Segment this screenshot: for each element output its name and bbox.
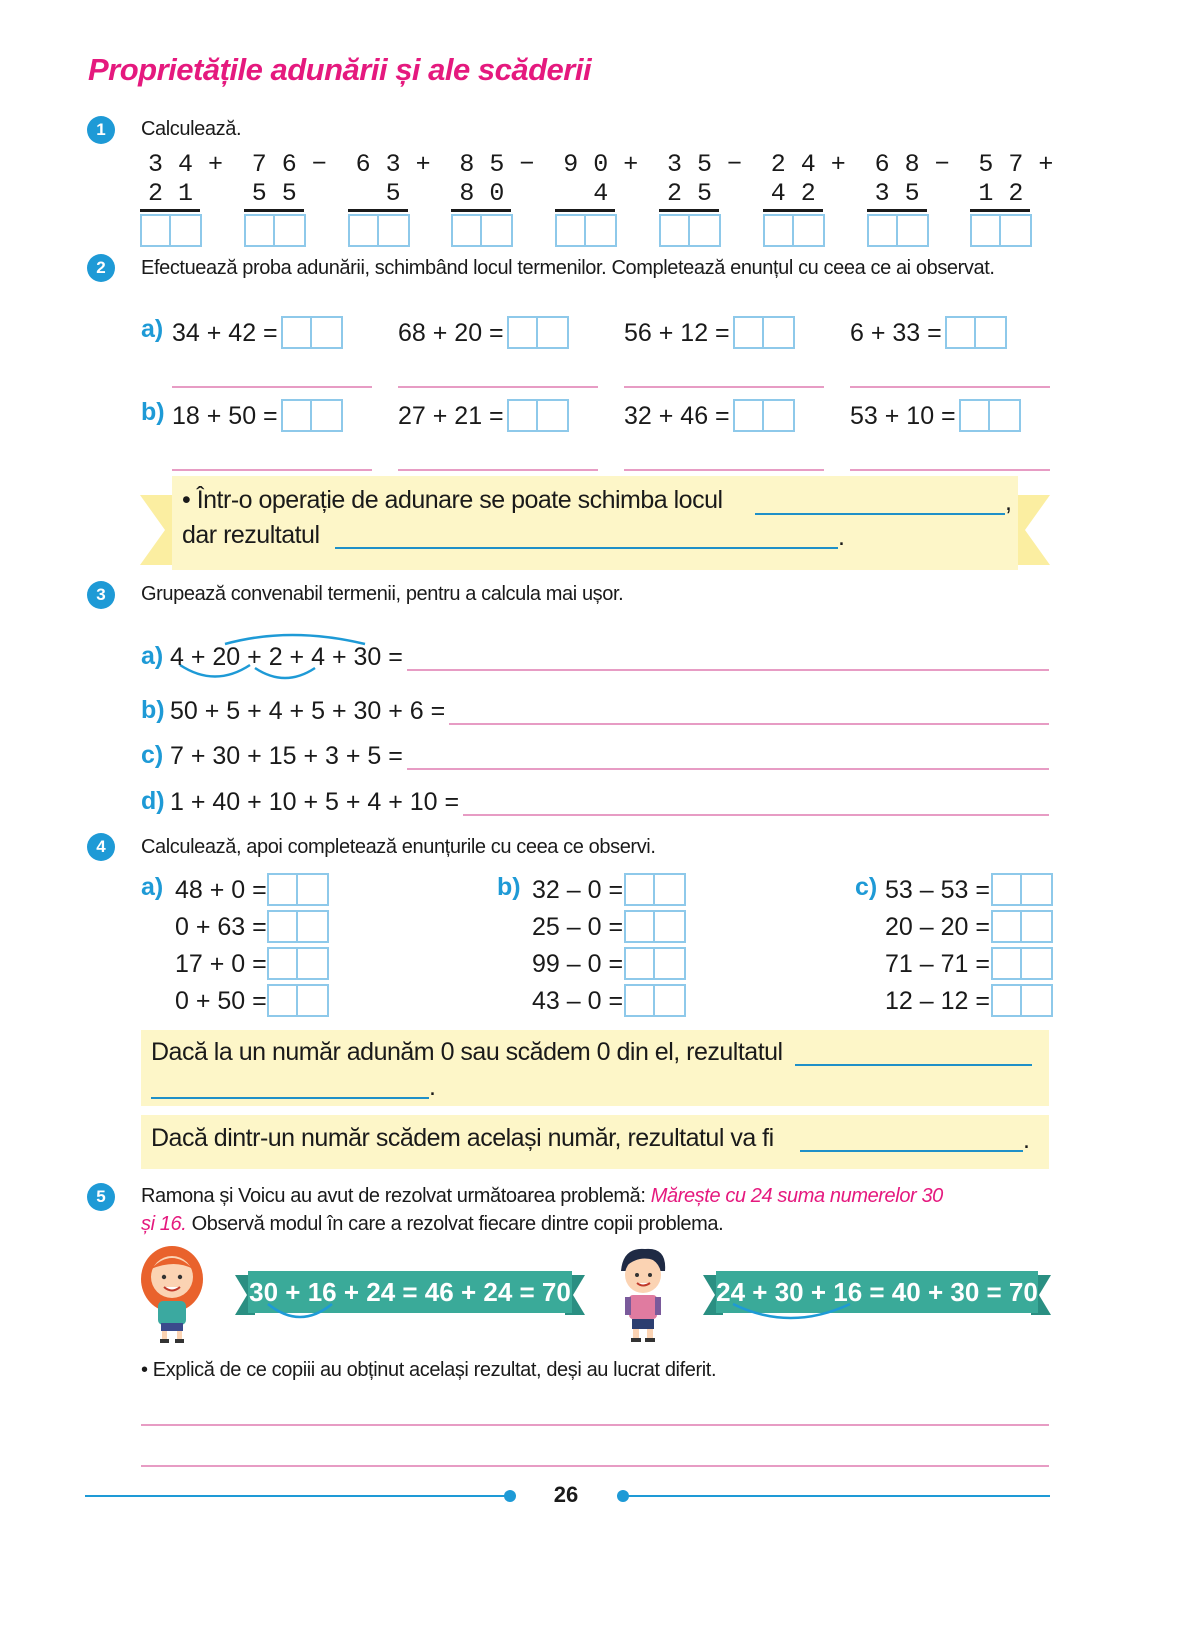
ex2-proof-line[interactable] [624, 469, 824, 471]
ex1-bottom-operand: 2 1 [148, 179, 194, 208]
ex4-answer-box-digit[interactable] [655, 984, 686, 1017]
exercise-4-fill-line-2[interactable] [800, 1150, 1023, 1152]
ex2-answer-box-digit[interactable] [507, 399, 538, 432]
exercise-4-fill-line-1b[interactable] [151, 1097, 429, 1099]
exercise-5-answer-line-1[interactable] [141, 1424, 1049, 1426]
ex3-answer-line[interactable] [463, 814, 1049, 816]
exercise-2-label-a: a) [141, 315, 164, 343]
ex1-sum-line [348, 209, 408, 212]
ex2-expression: 6 + 33 = [850, 319, 942, 347]
ex4-answer-box-digit[interactable] [655, 947, 686, 980]
ex2-answer-box[interactable] [959, 399, 1021, 432]
ex2-answer-box-digit[interactable] [959, 399, 990, 432]
ex1-answer-box[interactable] [867, 214, 929, 247]
exercise-2-label-b: b) [141, 398, 165, 426]
ex1-answer-box-digit[interactable] [348, 214, 379, 247]
exercise-4-statement-1: Dacă la un număr adunăm 0 sau scădem 0 din el, rezultatul [151, 1038, 783, 1066]
ex4-expression: 48 + 0 = [175, 876, 267, 904]
ex1-answer-box[interactable] [140, 214, 202, 247]
ex1-sum-line [970, 209, 1030, 212]
ex2-expression: 18 + 50 = [172, 402, 278, 430]
footer-line-right [628, 1495, 1050, 1497]
ex1-answer-box-digit[interactable] [794, 214, 825, 247]
ex4-answer-box-digit[interactable] [298, 910, 329, 943]
ex2-answer-box-digit[interactable] [538, 399, 569, 432]
ex4-expression: 0 + 50 = [175, 987, 267, 1015]
ex3-expression: 7 + 30 + 15 + 3 + 5 = [170, 742, 403, 770]
ex3-answer-line[interactable] [449, 723, 1049, 725]
ex4-answer-box-digit[interactable] [1022, 984, 1053, 1017]
ex1-top-operand: 3 5 − [667, 150, 743, 179]
ex4-answer-box-digit[interactable] [624, 984, 655, 1017]
ex2-answer-box-digit[interactable] [507, 316, 538, 349]
ex4-expression: 0 + 63 = [175, 913, 267, 941]
exercise-5-problem-2: și 16. [141, 1213, 187, 1235]
ex4-expression: 53 – 53 = [885, 876, 990, 904]
ex2-answer-box[interactable] [507, 399, 569, 432]
page-title: Proprietățile adunării și ale scăderii [88, 52, 592, 87]
ex1-top-operand: 6 8 − [874, 150, 950, 179]
ex4-answer-box[interactable] [624, 910, 686, 943]
ex1-sum-line [140, 209, 200, 212]
ex3-expression: 4 + 20 + 2 + 4 + 30 = [170, 643, 403, 671]
ex1-sum-line [659, 209, 719, 212]
ex1-answer-box-digit[interactable] [140, 214, 171, 247]
ex4-answer-box-digit[interactable] [267, 910, 298, 943]
ex4-expression: 32 – 0 = [532, 876, 624, 904]
exercise-2-instruction: Efectuează proba adunării, schimbând locul termenilor. Completează enunțul cu ceea ce ai observat. [141, 257, 995, 279]
ex2-expression: 68 + 20 = [398, 319, 504, 347]
ex2-answer-box[interactable] [945, 316, 1007, 349]
ex4-answer-box-digit[interactable] [624, 947, 655, 980]
ex4-answer-box[interactable] [267, 947, 329, 980]
ex4-answer-box-digit[interactable] [991, 910, 1022, 943]
ex2-proof-line[interactable] [850, 469, 1050, 471]
ex1-bottom-operand: 8 0 [459, 179, 505, 208]
ex2-answer-box[interactable] [507, 316, 569, 349]
footer-line-left [85, 1495, 510, 1497]
ex4-answer-box-digit[interactable] [298, 947, 329, 980]
ex2-proof-line[interactable] [398, 386, 598, 388]
exercise-5-problem-1: Mărește cu 24 suma numerelor 30 [650, 1185, 943, 1207]
footer-dot-left [504, 1490, 516, 1502]
exercise-2-fill-line-1[interactable] [755, 513, 1005, 515]
ex2-expression: 53 + 10 = [850, 402, 956, 430]
exercise-3-number: 3 [87, 581, 115, 609]
exercise-2-fill-line-2[interactable] [335, 547, 838, 549]
exercise-4-dot-2: . [1023, 1126, 1030, 1154]
ex1-answer-box-digit[interactable] [690, 214, 721, 247]
ex4-answer-box-digit[interactable] [1022, 873, 1053, 906]
ex1-answer-box-digit[interactable] [867, 214, 898, 247]
ex4-answer-box-digit[interactable] [991, 947, 1022, 980]
ramona-equation: 30 + 16 + 24 = 46 + 24 = 70 [248, 1271, 572, 1313]
ex1-answer-box-digit[interactable] [171, 214, 202, 247]
ex1-bottom-operand: 4 2 [770, 179, 816, 208]
ex2-expression: 56 + 12 = [624, 319, 730, 347]
ex4-answer-box-digit[interactable] [655, 910, 686, 943]
ex1-top-operand: 5 7 + [978, 150, 1054, 179]
ex2-expression: 34 + 42 = [172, 319, 278, 347]
ex1-answer-box[interactable] [451, 214, 513, 247]
ex4-answer-box-digit[interactable] [991, 984, 1022, 1017]
ex2-expression: 27 + 21 = [398, 402, 504, 430]
ex4-answer-box[interactable] [991, 910, 1053, 943]
ex4-answer-box-digit[interactable] [267, 984, 298, 1017]
ex1-answer-box[interactable] [555, 214, 617, 247]
ex1-bottom-operand: 2 5 [667, 179, 713, 208]
ex1-answer-box-digit[interactable] [970, 214, 1001, 247]
ex4-answer-box[interactable] [991, 873, 1053, 906]
ex2-answer-box-digit[interactable] [976, 316, 1007, 349]
ex1-top-operand: 3 4 + [148, 150, 224, 179]
ex2-answer-box-digit[interactable] [538, 316, 569, 349]
ex4-answer-box-digit[interactable] [624, 873, 655, 906]
ex2-answer-box[interactable] [281, 399, 343, 432]
ex4-answer-box-digit[interactable] [655, 873, 686, 906]
ex1-answer-box-digit[interactable] [763, 214, 794, 247]
ex3-answer-line[interactable] [407, 669, 1049, 671]
ex1-top-operand: 9 0 + [563, 150, 639, 179]
exercise-1-number: 1 [87, 116, 115, 144]
exercise-4-dot-1: . [429, 1073, 436, 1101]
ex3-label: a) [141, 642, 164, 670]
exercise-4-label-b: b) [497, 873, 521, 901]
exercise-2-statement-line-1: • Într-o operație de adunare se poate schimba locul [182, 486, 723, 514]
ex1-answer-box-digit[interactable] [898, 214, 929, 247]
ex1-answer-box[interactable] [244, 214, 306, 247]
exercise-2-number: 2 [87, 254, 115, 282]
exercise-4-label-a: a) [141, 873, 164, 901]
ex4-answer-box[interactable] [624, 873, 686, 906]
ex2-answer-box[interactable] [281, 316, 343, 349]
exercise-5-intro: Ramona și Voicu au avut de rezolvat următoarea problemă: [141, 1185, 651, 1207]
ex4-answer-box[interactable] [991, 947, 1053, 980]
ramona-arc [260, 1298, 350, 1326]
ex1-sum-line [763, 209, 823, 212]
exercise-3-instruction: Grupează convenabil termenii, pentru a calcula mai ușor. [141, 583, 624, 605]
ex2-expression: 32 + 46 = [624, 402, 730, 430]
ex4-answer-box-digit[interactable] [991, 873, 1022, 906]
exercise-4-number: 4 [87, 833, 115, 861]
exercise-5-intro-end: Observă modul în care a rezolvat fiecare dintre copii problema. [186, 1213, 724, 1235]
exercise-5-question: • Explică de ce copiii au obținut același rezultat, deși au lucrat diferit. [141, 1359, 717, 1381]
ex4-expression: 99 – 0 = [532, 950, 624, 978]
ex2-answer-box-digit[interactable] [733, 399, 764, 432]
ex1-answer-box-digit[interactable] [379, 214, 410, 247]
ex2-answer-box[interactable] [733, 316, 795, 349]
voicu-arc [725, 1298, 865, 1326]
ex1-top-operand: 8 5 − [459, 150, 535, 179]
exercise-4-statement-2: Dacă dintr-un număr scădem același număr, rezultatul va fi [151, 1124, 774, 1152]
ex1-answer-box-digit[interactable] [482, 214, 513, 247]
ex1-sum-line [451, 209, 511, 212]
ex2-proof-line[interactable] [624, 386, 824, 388]
exercise-5-instruction [141, 1182, 1041, 1238]
ex2-proof-line[interactable] [172, 386, 372, 388]
ex1-bottom-operand: 5 [355, 179, 401, 208]
ex4-expression: 71 – 71 = [885, 950, 990, 978]
ex2-proof-line[interactable] [398, 469, 598, 471]
ex4-answer-box-digit[interactable] [1022, 910, 1053, 943]
ex4-answer-box[interactable] [991, 984, 1053, 1017]
ex4-answer-box[interactable] [267, 910, 329, 943]
ex3-label: d) [141, 787, 165, 815]
ex2-answer-box-digit[interactable] [764, 399, 795, 432]
ramona-illustration [135, 1245, 210, 1345]
ex4-expression: 17 + 0 = [175, 950, 267, 978]
ex4-answer-box-digit[interactable] [298, 984, 329, 1017]
ex4-answer-box-digit[interactable] [267, 873, 298, 906]
ex1-answer-box-digit[interactable] [244, 214, 275, 247]
ex4-answer-box-digit[interactable] [267, 947, 298, 980]
ex1-answer-box-digit[interactable] [275, 214, 306, 247]
exercise-5-answer-line-2[interactable] [141, 1465, 1049, 1467]
voicu-equation: 24 + 30 + 16 = 40 + 30 = 70 [716, 1271, 1038, 1313]
ex4-answer-box[interactable] [267, 984, 329, 1017]
ex4-answer-box[interactable] [624, 984, 686, 1017]
ex4-answer-box-digit[interactable] [1022, 947, 1053, 980]
exercise-2-statement-line-2: dar rezultatul [182, 521, 320, 549]
ex1-answer-box[interactable] [659, 214, 721, 247]
ex1-answer-box-digit[interactable] [659, 214, 690, 247]
page-number: 26 [553, 1482, 579, 1507]
exercise-5-number: 5 [87, 1183, 115, 1211]
ex2-answer-box-digit[interactable] [764, 316, 795, 349]
ex4-answer-box-digit[interactable] [624, 910, 655, 943]
ex2-answer-box-digit[interactable] [281, 316, 312, 349]
ex1-sum-line [867, 209, 927, 212]
ex1-answer-box-digit[interactable] [451, 214, 482, 247]
ex1-bottom-operand: 5 5 [251, 179, 297, 208]
ex1-bottom-operand: 3 5 [874, 179, 920, 208]
ex1-top-operand: 6 3 + [355, 150, 431, 179]
ex4-answer-box[interactable] [267, 873, 329, 906]
ex2-answer-box-digit[interactable] [733, 316, 764, 349]
ex1-answer-box-digit[interactable] [555, 214, 586, 247]
ex1-bottom-operand: 4 [563, 179, 609, 208]
ex1-answer-box-digit[interactable] [586, 214, 617, 247]
ex1-answer-box-digit[interactable] [1001, 214, 1032, 247]
exercise-1-instruction: Calculează. [141, 118, 242, 140]
voicu-illustration [613, 1245, 673, 1345]
exercise-4-fill-line-1a[interactable] [795, 1064, 1032, 1066]
ex4-answer-box-digit[interactable] [298, 873, 329, 906]
ex1-answer-box[interactable] [970, 214, 1032, 247]
ex4-expression: 43 – 0 = [532, 987, 624, 1015]
ex3-label: b) [141, 696, 165, 724]
exercise-2-dot: . [838, 523, 845, 551]
ex4-expression: 12 – 12 = [885, 987, 990, 1015]
ex2-answer-box-digit[interactable] [312, 316, 343, 349]
ex1-sum-line [244, 209, 304, 212]
ex4-expression: 25 – 0 = [532, 913, 624, 941]
exercise-4-instruction: Calculează, apoi completează enunțurile cu ceea ce observi. [141, 836, 656, 858]
ex4-answer-box[interactable] [624, 947, 686, 980]
ex2-answer-box-digit[interactable] [312, 399, 343, 432]
ex3-expression: 50 + 5 + 4 + 5 + 30 + 6 = [170, 697, 446, 725]
ex2-answer-box-digit[interactable] [281, 399, 312, 432]
ex1-top-operand: 7 6 − [251, 150, 327, 179]
ex2-answer-box[interactable] [733, 399, 795, 432]
ex1-answer-box[interactable] [763, 214, 825, 247]
ex3-label: c) [141, 741, 164, 769]
exercise-2-comma: , [1005, 488, 1012, 516]
ex2-answer-box-digit[interactable] [945, 316, 976, 349]
ex1-bottom-operand: 1 2 [978, 179, 1024, 208]
ex1-answer-box[interactable] [348, 214, 410, 247]
ex3-answer-line[interactable] [407, 768, 1049, 770]
exercise-4-label-c: c) [855, 873, 878, 901]
ex2-answer-box-digit[interactable] [990, 399, 1021, 432]
ex2-proof-line[interactable] [172, 469, 372, 471]
ex1-sum-line [555, 209, 615, 212]
ex2-proof-line[interactable] [850, 386, 1050, 388]
ex4-expression: 20 – 20 = [885, 913, 990, 941]
ex3-expression: 1 + 40 + 10 + 5 + 4 + 10 = [170, 788, 460, 816]
ex1-top-operand: 2 4 + [770, 150, 846, 179]
